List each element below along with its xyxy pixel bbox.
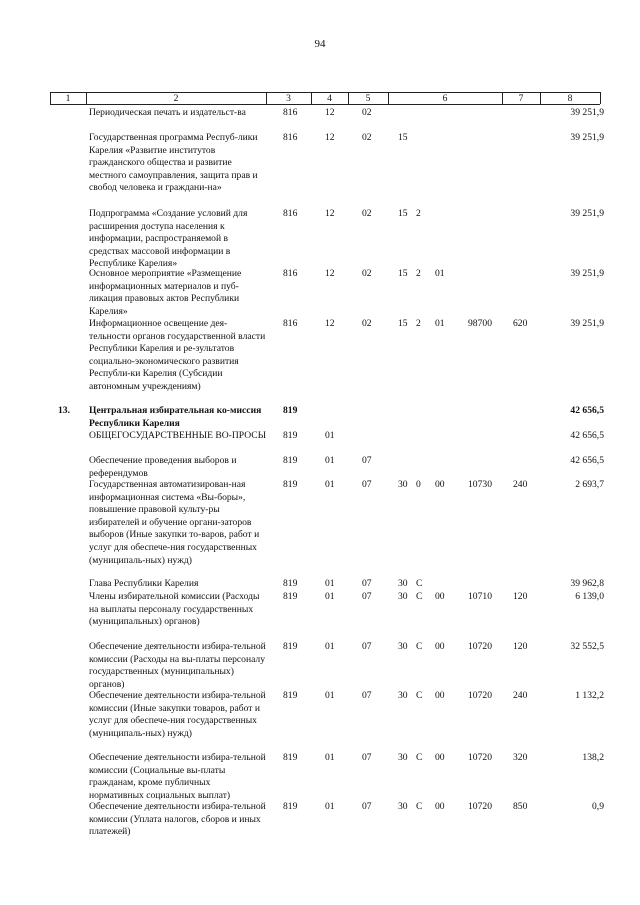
row-name: Периодическая печать и издательст-ва bbox=[89, 107, 246, 118]
row-col-3: 816 bbox=[283, 208, 298, 219]
row-col-5: 02 bbox=[362, 208, 372, 219]
row-col-6c: 00 bbox=[435, 690, 445, 701]
row-name: Подпрограмма «Создание условий для расширения доступа населения к информации, распространяемой в средствах массовой информации в Республике Карелия» bbox=[89, 208, 248, 270]
row-amount: 39 962,8 bbox=[570, 578, 604, 589]
row-amount: 42 656,5 bbox=[570, 455, 604, 466]
header-col-7: 7 bbox=[518, 93, 524, 104]
row-col-5: 07 bbox=[362, 479, 372, 490]
row-col-5: 02 bbox=[362, 132, 372, 143]
header-col-4: 4 bbox=[327, 93, 332, 104]
row-col-6d: 10710 bbox=[468, 591, 492, 602]
row-amount: 1 132,2 bbox=[575, 690, 604, 701]
row-name: Глава Республики Карелия bbox=[89, 578, 199, 589]
row-col-4: 01 bbox=[325, 479, 335, 490]
row-col-3: 816 bbox=[283, 318, 298, 329]
row-col-6a: 30 bbox=[398, 752, 408, 763]
page-number: 94 bbox=[314, 38, 326, 50]
header-col-3: 3 bbox=[286, 93, 291, 104]
row-col-7: 620 bbox=[513, 318, 528, 329]
row-col-6a: 30 bbox=[398, 479, 408, 490]
header-col-6: 6 bbox=[442, 93, 448, 104]
row-col-3: 819 bbox=[283, 801, 298, 812]
row-col-3: 819 bbox=[283, 455, 298, 466]
row-col-7: 120 bbox=[513, 641, 528, 652]
row-col-3: 819 bbox=[283, 690, 298, 701]
header-col-5: 5 bbox=[365, 93, 371, 104]
row-col-6b: С bbox=[416, 641, 423, 652]
row-amount: 39 251,9 bbox=[570, 268, 604, 279]
table-header-bottom-rule bbox=[50, 104, 600, 105]
row-col-6a: 30 bbox=[398, 801, 408, 812]
row-col-5: 07 bbox=[362, 455, 372, 466]
row-amount: 42 656,5 bbox=[570, 405, 604, 416]
row-name: ОБЩЕГОСУДАРСТВЕННЫЕ ВО-ПРОСЫ bbox=[89, 430, 267, 441]
row-amount: 2 693,7 bbox=[575, 479, 604, 490]
row-col-6b: С bbox=[416, 591, 423, 602]
row-col-5: 07 bbox=[362, 641, 372, 652]
row-amount: 39 251,9 bbox=[570, 107, 604, 118]
row-col-3: 816 bbox=[283, 132, 298, 143]
row-amount: 39 251,9 bbox=[570, 208, 604, 219]
row-col-3: 819 bbox=[283, 752, 298, 763]
row-amount: 42 656,5 bbox=[570, 430, 604, 441]
row-col-6a: 30 bbox=[398, 591, 408, 602]
row-col-6a: 30 bbox=[398, 578, 408, 589]
row-name: Обеспечение деятельности избира-тельной комиссии (Социальные вы-платы гражданам, кроме публичных нормативных социальных выплат) bbox=[89, 752, 266, 801]
row-col-3: 819 bbox=[283, 578, 298, 589]
row-amount: 0,9 bbox=[592, 801, 604, 812]
header-col-1: 1 bbox=[65, 93, 71, 104]
row-col-3: 816 bbox=[283, 107, 298, 118]
row-col-3: 819 bbox=[283, 479, 298, 490]
row-col-3: 816 bbox=[283, 268, 298, 279]
row-col-7: 320 bbox=[513, 752, 528, 763]
row-amount: 138,2 bbox=[582, 752, 604, 763]
row-col-7: 850 bbox=[513, 801, 528, 812]
row-col-6c: 00 bbox=[435, 479, 445, 490]
row-name: Информационное освещение дея-тельности органов государственной власти Республики Карелия и ре-зультатов социально-экономического развития Республи-ки Карелия (Субсидии автономным учреждениям) bbox=[89, 318, 266, 392]
row-col-5: 07 bbox=[362, 801, 372, 812]
row-col-4: 01 bbox=[325, 430, 335, 441]
row-col-4: 01 bbox=[325, 641, 335, 652]
row-name: Государственная автоматизирован-ная информационная система «Вы-боры», повышение правовой культу-ры избирателей и обучение органи-заторов выборов (Иные закупки то-варов, работ и услуг для обеспече-ния государственных (муниципаль-ных) нужд) bbox=[89, 479, 260, 566]
row-col-6d: 10720 bbox=[468, 641, 492, 652]
row-col-6a: 15 bbox=[398, 132, 408, 143]
row-col-7: 120 bbox=[513, 591, 528, 602]
row-name: Обеспечение деятельности избира-тельной комиссии (Уплата налогов, сборов и иных платежей) bbox=[89, 801, 266, 838]
row-col-3: 819 bbox=[283, 641, 298, 652]
row-col-6c: 01 bbox=[435, 318, 445, 329]
row-col-4: 12 bbox=[325, 268, 335, 279]
row-col-6d: 10730 bbox=[468, 479, 492, 490]
row-col-6b: С bbox=[416, 690, 423, 701]
row-col-6b: 2 bbox=[416, 208, 421, 219]
row-col-4: 12 bbox=[325, 107, 335, 118]
row-amount: 39 251,9 bbox=[570, 318, 604, 329]
row-name: Центральная избирательная ко-миссия Республики Карелия bbox=[89, 405, 262, 429]
row-col-4: 12 bbox=[325, 318, 335, 329]
row-col-5: 07 bbox=[362, 690, 372, 701]
row-col-4: 01 bbox=[325, 455, 335, 466]
row-col-5: 02 bbox=[362, 318, 372, 329]
row-col-6a: 30 bbox=[398, 641, 408, 652]
column-divider bbox=[600, 92, 601, 104]
row-col-6a: 15 bbox=[398, 208, 408, 219]
row-col-4: 01 bbox=[325, 591, 335, 602]
row-col-5: 02 bbox=[362, 107, 372, 118]
row-col-3: 819 bbox=[283, 405, 298, 416]
row-col-6b: С bbox=[416, 801, 423, 812]
row-col-6b: С bbox=[416, 578, 423, 589]
row-name: Основное мероприятие «Размещение информационных материалов и пуб-ликация правовых актов Республики Карелия» bbox=[89, 268, 242, 317]
row-col-6a: 15 bbox=[398, 268, 408, 279]
row-name: Обеспечение проведения выборов и референдумов bbox=[89, 455, 237, 479]
row-col-6d: 10720 bbox=[468, 690, 492, 701]
row-col-6d: 98700 bbox=[468, 318, 492, 329]
row-col-6c: 00 bbox=[435, 752, 445, 763]
row-amount: 6 139,0 bbox=[575, 591, 604, 602]
row-amount: 39 251,9 bbox=[570, 132, 604, 143]
row-col-6b: С bbox=[416, 752, 423, 763]
row-col-6c: 01 bbox=[435, 268, 445, 279]
row-col-6d: 10720 bbox=[468, 752, 492, 763]
row-col-4: 01 bbox=[325, 752, 335, 763]
row-name: Обеспечение деятельности избира-тельной комиссии (Расходы на вы-платы персоналу государственных (муниципальных) органов) bbox=[89, 641, 266, 690]
row-col-6d: 10720 bbox=[468, 801, 492, 812]
row-col-6c: 00 bbox=[435, 641, 445, 652]
row-col-6a: 30 bbox=[398, 690, 408, 701]
row-col-5: 02 bbox=[362, 268, 372, 279]
row-col-4: 01 bbox=[325, 801, 335, 812]
row-col-3: 819 bbox=[283, 591, 298, 602]
row-col-3: 819 bbox=[283, 430, 298, 441]
row-col-5: 07 bbox=[362, 591, 372, 602]
row-col-6a: 15 bbox=[398, 318, 408, 329]
row-name: Члены избирательной комиссии (Расходы на выплаты персоналу государственных (муниципальных) органов) bbox=[89, 591, 260, 628]
header-col-2: 2 bbox=[173, 93, 179, 104]
row-col-4: 01 bbox=[325, 690, 335, 701]
header-col-8: 8 bbox=[567, 93, 573, 104]
row-col-6c: 00 bbox=[435, 801, 445, 812]
row-col-5: 07 bbox=[362, 752, 372, 763]
row-col-4: 01 bbox=[325, 578, 335, 589]
row-col-4: 12 bbox=[325, 132, 335, 143]
row-col-6b: 2 bbox=[416, 318, 421, 329]
row-col-6b: 0 bbox=[416, 479, 421, 490]
row-col-6b: 2 bbox=[416, 268, 421, 279]
row-col-6c: 00 bbox=[435, 591, 445, 602]
row-amount: 32 552,5 bbox=[570, 641, 604, 652]
row-name: Государственная программа Респуб-лики Карелия «Развитие институтов гражданского общества и развитие местного самоуправления, защита прав и свобод человека и граждани-на» bbox=[89, 132, 258, 194]
section-number: 13. bbox=[58, 405, 70, 416]
row-name: Обеспечение деятельности избира-тельной комиссии (Иные закупки товаров, работ и услуг для обеспече-ния государственных (муниципаль-ных) нужд) bbox=[89, 690, 266, 739]
row-col-5: 07 bbox=[362, 578, 372, 589]
row-col-4: 12 bbox=[325, 208, 335, 219]
row-col-7: 240 bbox=[513, 690, 528, 701]
row-col-7: 240 bbox=[513, 479, 528, 490]
